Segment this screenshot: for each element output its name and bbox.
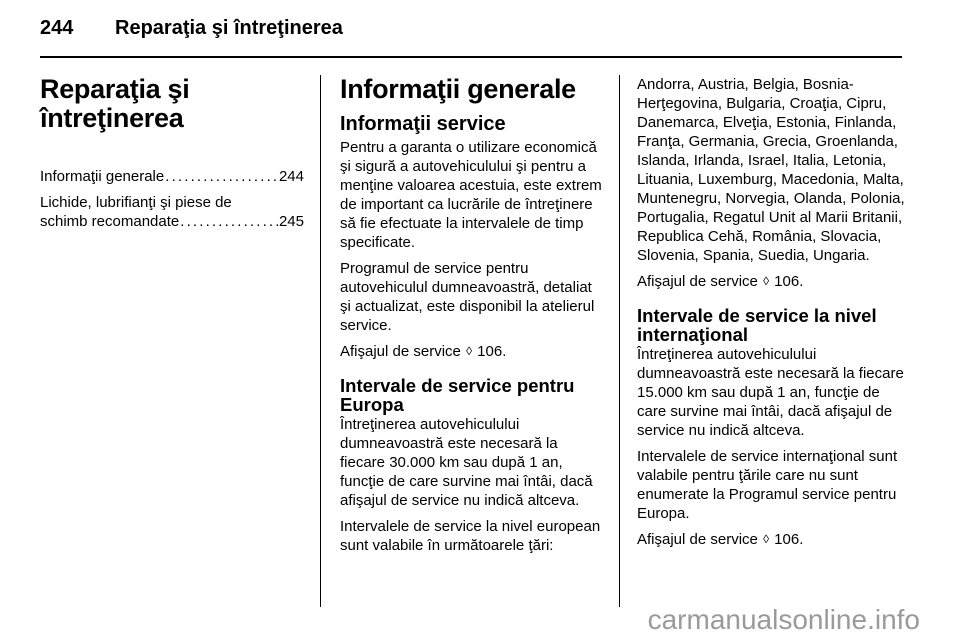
reference-text: Afişajul de service <box>637 273 758 290</box>
chapter-column <box>40 75 304 238</box>
toc-entry-page: 245 <box>278 213 304 230</box>
toc-entry-title: Informaţii generale <box>40 168 165 185</box>
table-of-contents <box>40 167 304 231</box>
reference-page: 106. <box>774 273 804 290</box>
reference-text: Afişajul de service <box>637 531 758 548</box>
reference-page: 106. <box>774 531 804 548</box>
subsection-heading <box>637 306 905 344</box>
chapter-title-line: Reparaţia şi <box>40 74 190 104</box>
toc-entry-title: Lichide, lubrifianţi şi piese de <box>40 194 232 211</box>
content-column <box>340 75 606 562</box>
toc-entry[interactable] <box>40 167 304 186</box>
toc-entry-title: schimb recomandate <box>40 213 180 230</box>
watermark: carmanualsonline.info <box>647 604 920 635</box>
toc-leader <box>164 167 279 186</box>
heading-line: Intervale de service la nivel <box>637 305 877 326</box>
heading-line: Europa <box>340 394 404 415</box>
cross-reference[interactable] <box>340 342 606 362</box>
toc-entry[interactable] <box>40 193 304 231</box>
header-rule <box>40 56 902 58</box>
reference-arrow-icon: ◊ <box>763 532 769 546</box>
paragraph: Andorra, Austria, Belgia, Bosnia-Herţegovina, Bulgaria, Croaţia, Cipru, Danemarca, Elveţia, Estonia, Finlanda, Franţa, Germania, Grecia, Groenlanda, Islanda, Irlanda, Israel, Italia, Letonia, Lituania, Luxemburg, Macedonia, Malta, Muntenegru, Norvegia, Olanda, Polonia, Portugalia, Regatul Unit al Marii Britanii, Republica Cehă, România, Slovacia, Slovenia, Spania, Suedia, Ungaria. <box>637 76 905 264</box>
reference-text: Afişajul de service <box>340 343 461 360</box>
paragraph: Întreţinerea autovehiculului dumneavoastră este necesară la fiecare 30.000 km sau după 1 an, funcţie de care survine mai întâi, dacă afişajul de service nu indică altceva. <box>340 416 593 509</box>
content-column <box>637 75 905 557</box>
chapter-title-line: întreţinerea <box>40 103 184 133</box>
cross-reference[interactable] <box>637 272 905 292</box>
subsection-heading <box>340 376 606 414</box>
subsection-heading: Informaţii service <box>340 113 506 135</box>
reference-arrow-icon: ◊ <box>466 344 472 358</box>
paragraph: Întreţinerea autovehiculului dumneavoastră este necesară la fiecare 15.000 km sau după 1 an, funcţie de care survine mai întâi, dacă afişajul de service nu indică altceva. <box>637 346 904 439</box>
paragraph: Intervalele de service internaţional sunt valabile pentru ţările care nu sunt enumerate la Programul service pentru Europa. <box>637 448 898 522</box>
paragraph: Pentru a garanta o utilizare economică şi sigură a autovehiculului şi pentru a menţine valoarea acestuia, este extrem de important ca lucrările de întreţinere să fie efectuate la intervalele de timp specificate. <box>340 139 602 251</box>
toc-entry-page: 244 <box>278 168 304 185</box>
page-header <box>40 10 902 50</box>
cross-reference[interactable] <box>637 530 905 550</box>
heading-line: Intervale de service pentru <box>340 375 575 396</box>
paragraph: Programul de service pentru autovehiculul dumneavoastră, detaliat şi actualizat, este disponibil la atelierul service. <box>340 260 595 334</box>
column-divider <box>619 75 620 607</box>
paragraph: Intervalele de service la nivel european sunt valabile în următoarele ţări: <box>340 518 601 554</box>
reference-arrow-icon: ◊ <box>763 274 769 288</box>
toc-leader <box>179 212 279 231</box>
reference-page: 106. <box>477 343 507 360</box>
heading-line: internaţional <box>637 324 749 345</box>
running-title: Reparaţia şi întreţinerea <box>115 17 343 39</box>
chapter-title <box>40 75 304 133</box>
page-number: 244 <box>40 17 74 39</box>
section-heading: Informaţii generale <box>340 74 576 104</box>
column-divider <box>320 75 321 607</box>
